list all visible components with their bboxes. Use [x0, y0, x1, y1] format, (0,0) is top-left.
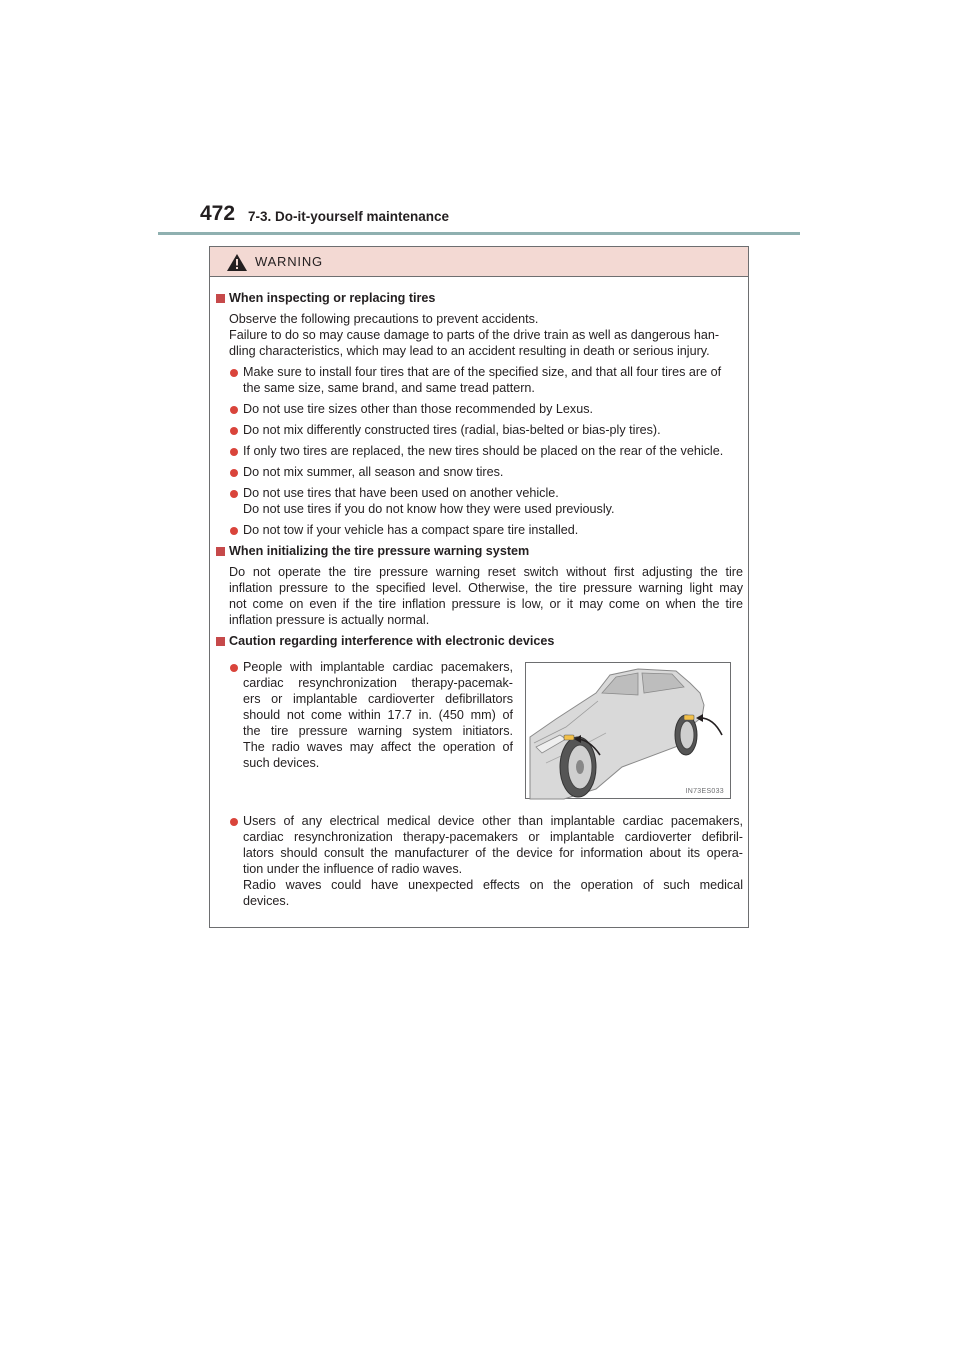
bullet-text: Do not mix summer, all season and snow tires.: [243, 465, 504, 479]
body-line: inflation pressure to the specified level. Otherwise, the tire pressure warning light may: [229, 581, 743, 595]
bullet-text: cardiac resynchronization therapy-pacemakers or implantable cardioverter defibril-: [243, 830, 743, 844]
bullet-text: Do not use tires if you do not know how they were used previously.: [243, 502, 615, 516]
body-line: Do not operate the tire pressure warning reset switch without first adjusting the tire: [229, 565, 743, 579]
section-title: 7-3. Do-it-yourself maintenance: [248, 209, 450, 224]
warning-header: [210, 247, 748, 277]
bullet-text: lators should consult the manufacturer of the device for information about its opera-: [243, 846, 743, 860]
bullet-text: Users of any electrical medical device other than implantable cardiac pacemakers,: [243, 814, 743, 828]
bullet-text: People with implantable cardiac pacemakers,: [243, 660, 513, 674]
header-rule: [158, 232, 800, 235]
section-marker: [216, 637, 225, 646]
section-heading: When initializing the tire pressure warning system: [229, 544, 530, 558]
bullet-text: Make sure to install four tires that are of the specified size, and that all four tires are of: [243, 365, 722, 379]
bullet-dot: [230, 664, 238, 672]
bullet-text: Do not tow if your vehicle has a compact spare tire installed.: [243, 523, 579, 537]
bullet-dot: [230, 469, 238, 477]
bullet-text: Do not use tires that have been used on another vehicle.: [243, 486, 559, 500]
page-number: 472: [200, 202, 236, 225]
bullet-text: The radio waves may affect the operation of: [243, 740, 513, 754]
intro-line: Observe the following precautions to prevent accidents.: [229, 312, 539, 326]
bullet-dot: [230, 818, 238, 826]
intro-line: Failure to do so may cause damage to parts of the drive train as well as dangerous han-: [229, 328, 720, 342]
warning-triangle-icon: [227, 254, 247, 271]
bullet-text: If only two tires are replaced, the new tires should be placed on the rear of the vehicle.: [243, 444, 724, 458]
page-header: [200, 202, 800, 234]
bullet-dot: [230, 490, 238, 498]
bullet-text: devices.: [243, 894, 290, 908]
bullet-text: the same size, same brand, and same tread pattern.: [243, 381, 535, 395]
section-heading: When inspecting or replacing tires: [229, 291, 436, 305]
bullet-text: cardiac resynchronization therapy-pacemak-: [243, 676, 513, 690]
warning-title: WARNING: [255, 254, 323, 269]
car-illustration: [525, 662, 731, 799]
section-marker: [216, 294, 225, 303]
bullet-dot: [230, 448, 238, 456]
body-line: not come on even if the tire inflation pressure is low, or it may come on when the tire: [229, 597, 743, 611]
bullet-text: Do not mix differently constructed tires (radial, bias-belted or bias-ply tires).: [243, 423, 661, 437]
section-marker: [216, 547, 225, 556]
intro-line: dling characteristics, which may lead to an accident resulting in death or serious injury.: [229, 344, 710, 358]
figure-caption: IN73ES033: [685, 788, 724, 795]
bullet-text: ers or implantable cardioverter defibrillators: [243, 692, 513, 706]
bullet-dot: [230, 527, 238, 535]
section-heading: Caution regarding interference with electronic devices: [229, 634, 555, 648]
bullet-dot: [230, 427, 238, 435]
bullet-text: such devices.: [243, 756, 320, 770]
body-line: inflation pressure is actually normal.: [229, 613, 430, 627]
bullet-text: Radio waves could have unexpected effects on the operation of such medical: [243, 878, 743, 892]
bullet-text: the tire pressure warning system initiators.: [243, 724, 513, 738]
bullet-dot: [230, 369, 238, 377]
bullet-text: Do not use tire sizes other than those recommended by Lexus.: [243, 402, 594, 416]
bullet-text: should not come within 17.7 in. (450 mm) of: [243, 708, 513, 722]
car-sensor-illustration: [526, 663, 732, 800]
bullet-text: tion under the influence of radio waves.: [243, 862, 463, 876]
bullet-dot: [230, 406, 238, 414]
